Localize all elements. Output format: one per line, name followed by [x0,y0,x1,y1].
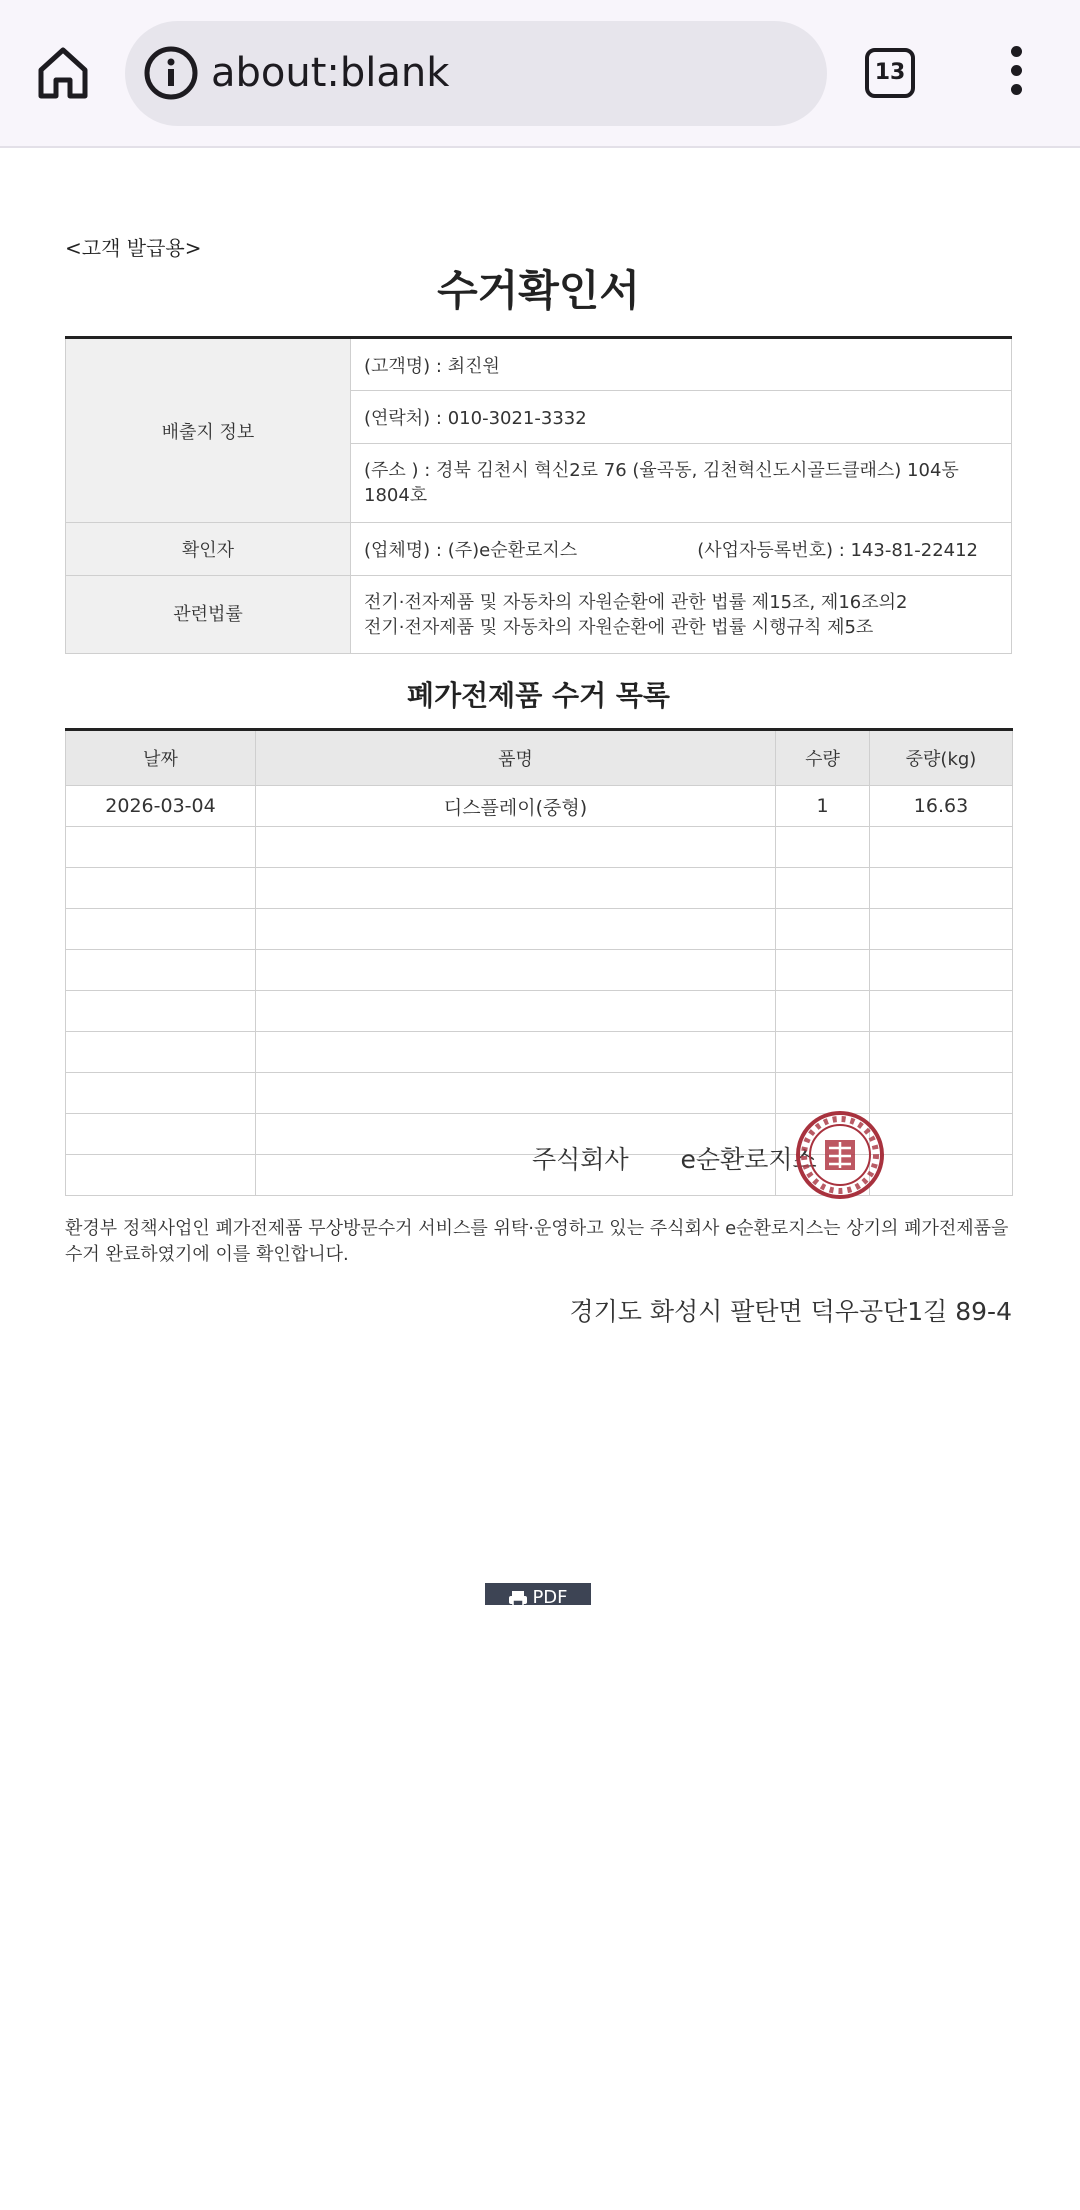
row-date [66,1073,256,1114]
url-text[interactable]: about:blank [211,50,450,96]
tab-switcher-button[interactable]: 13 [865,48,915,98]
row-item [256,909,776,950]
row-quantity [776,950,870,991]
confirmer-header: 확인자 [66,523,351,576]
table-row [66,1073,1013,1114]
row-item [256,1073,776,1114]
document-title: 수거확인서 [437,266,640,315]
column-header-date: 날짜 [66,730,256,786]
row-date [66,1114,256,1155]
row-item [256,991,776,1032]
issuer-signature [532,1140,817,1176]
row-weight: 16.63 [870,786,1013,827]
table-row [66,950,1013,991]
row-quantity [776,909,870,950]
more-options-icon[interactable] [998,46,1034,102]
row-date [66,1032,256,1073]
customer-name: (고객명) : 최진원 [351,338,1012,391]
row-date [66,991,256,1032]
row-item [256,868,776,909]
row-quantity [776,827,870,868]
table-row [66,1032,1013,1073]
row-quantity: 1 [776,786,870,827]
origin-header: 배출지 정보 [66,338,351,523]
browser-toolbar [0,0,1080,148]
row-weight [870,909,1013,950]
row-weight [870,1114,1013,1155]
company-name: (업체명) : (주)e순환로지스 [364,540,578,561]
info-table [65,336,1012,654]
law-line-1: 전기·전자제품 및 자동차의 자원순환에 관한 법률 제15조, 제16조의2 [364,591,908,613]
column-header-weight: 중량(kg) [870,730,1013,786]
list-title: 폐가전제품 수거 목록 [407,679,670,712]
print-icon [508,1589,528,1605]
row-date [66,868,256,909]
pdf-label: PDF [532,1587,568,1605]
row-item [256,950,776,991]
row-date [66,909,256,950]
row-item [256,827,776,868]
row-weight [870,950,1013,991]
column-header-quantity: 수량 [776,730,870,786]
row-date: 2026-03-04 [66,786,256,827]
table-row [66,786,1013,827]
row-quantity [776,868,870,909]
row-quantity [776,1073,870,1114]
row-date [66,950,256,991]
info-icon[interactable] [141,43,201,103]
table-row [66,909,1013,950]
law-header: 관련법률 [66,576,351,654]
table-row [66,868,1013,909]
row-weight [870,1073,1013,1114]
table-row [66,991,1013,1032]
home-icon[interactable] [34,44,92,102]
row-weight [870,1155,1013,1196]
url-bar[interactable] [125,21,827,126]
contact-number: (연락처) : 010-3021-3332 [351,391,1012,444]
table-row [66,827,1013,868]
row-weight [870,1032,1013,1073]
column-header-item: 품명 [256,730,776,786]
pdf-print-button[interactable] [485,1583,591,1605]
law-cell [351,576,1012,654]
law-line-2: 전기·전자제품 및 자동차의 자원순환에 관한 법률 시행규칙 제5조 [364,616,874,638]
issuer-address: 경기도 화성시 팔탄면 덕우공단1길 89-4 [569,1297,1012,1326]
customer-address: (주소 ) : 경북 김천시 혁신2로 76 (율곡동, 김천혁신도시골드클래스) 104동 1804호 [351,444,1012,523]
row-weight [870,827,1013,868]
row-date [66,827,256,868]
issuer-name: e순환로지스 [680,1145,817,1174]
row-date [66,1155,256,1196]
notice-text: 환경부 정책사업인 폐가전제품 무상방문수거 서비스를 위탁·운영하고 있는 주식회사 e순환로지스는 상기의 폐가전제품을 수거 완료하였기에 이를 확인합니다. [65,1218,1009,1265]
confirmer-cell [351,523,1012,576]
business-number: (사업자등록번호) : 143-81-22412 [697,540,978,561]
row-weight [870,991,1013,1032]
row-weight [870,868,1013,909]
row-quantity [776,1032,870,1073]
row-item: 디스플레이(중형) [256,786,776,827]
row-quantity [776,991,870,1032]
copy-label: <고객 발급용> [65,236,202,260]
row-item [256,1032,776,1073]
company-seal [795,1110,885,1200]
issuer-type: 주식회사 [532,1145,629,1174]
